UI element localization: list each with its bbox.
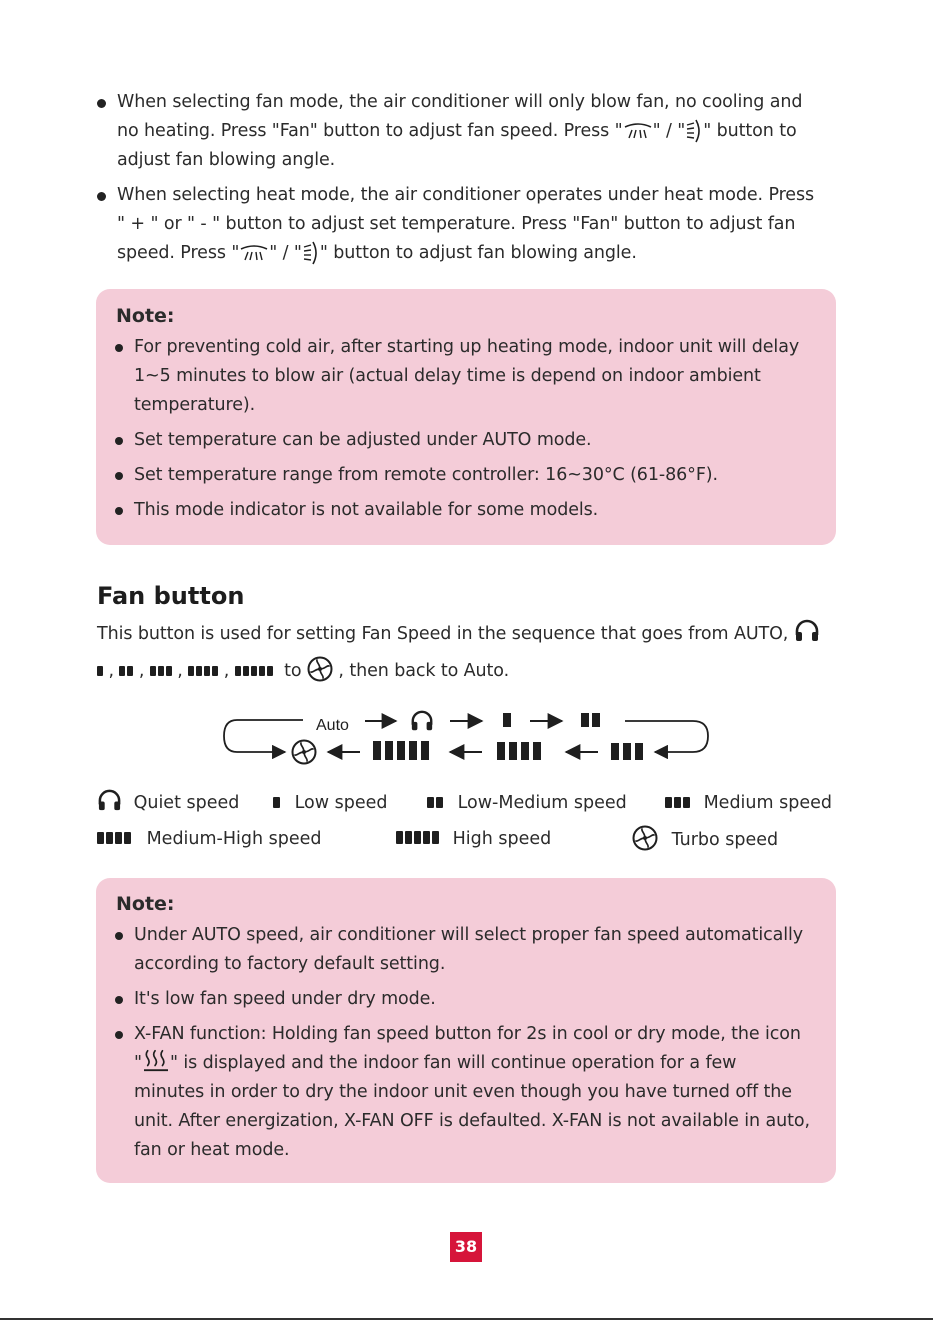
bullet-dot xyxy=(115,1031,123,1039)
swing-up-down-icon xyxy=(239,244,269,262)
text-line xyxy=(134,1049,824,1078)
text-segment: to xyxy=(284,661,302,681)
speed-bar-icon xyxy=(97,666,103,676)
fan-speed-sequence-diagram xyxy=(215,705,715,769)
bullet-dot xyxy=(97,99,106,108)
swing-left-right-icon xyxy=(685,118,703,144)
text-segment: no heating. Press "Fan" button to adjust fan speed. Press " xyxy=(117,121,623,141)
text-line: For preventing cold air, after starting up heating mode, indoor unit will delay xyxy=(134,337,800,357)
text-segment: " button to xyxy=(703,121,797,141)
text-line: Under AUTO speed, air conditioner will select proper fan speed automatically xyxy=(134,925,804,945)
xfan-heat-icon xyxy=(142,1048,170,1072)
turbo-fan-icon xyxy=(293,741,316,764)
text-segment: " button to adjust fan blowing angle. xyxy=(319,243,637,263)
bullet-dot xyxy=(115,932,123,940)
speed-bar-icon xyxy=(497,742,541,760)
comma: , xyxy=(138,661,145,681)
legend-quiet xyxy=(97,791,239,815)
text-line: X-FAN function: Holding fan speed button for 2s in cool or dry mode, the icon xyxy=(134,1024,801,1044)
note-item: Set temperature range from remote controller: 16~30°C (61-86°F). xyxy=(134,465,718,485)
text-line xyxy=(117,239,837,268)
text-segment: " is displayed and the indoor fan will continue operation for a few xyxy=(169,1053,737,1073)
text-segment: This button is used for setting Fan Speed in the sequence that goes from AUTO, xyxy=(97,624,789,644)
speed-bar-icon xyxy=(581,713,600,727)
legend-low xyxy=(273,791,387,815)
bullet-dot xyxy=(97,192,106,201)
swing-up-down-icon xyxy=(623,122,653,140)
speed-bar-icon xyxy=(611,743,643,760)
auto-label: Auto xyxy=(316,717,349,734)
turbo-fan-icon xyxy=(632,825,658,851)
text-line: When selecting fan mode, the air conditioner will only blow fan, no cooling and xyxy=(117,92,803,112)
speed-bar-icon xyxy=(273,797,280,808)
speed-bar-icon xyxy=(396,831,439,844)
bullet-dot xyxy=(115,472,123,480)
legend-label: Medium speed xyxy=(703,793,832,813)
speed-bar-icon xyxy=(150,666,172,676)
speed-bar-icon xyxy=(119,666,133,676)
note-item: It's low fan speed under dry mode. xyxy=(134,989,436,1009)
section-title: Fan button xyxy=(97,582,245,610)
fan-intro-line1 xyxy=(97,620,820,649)
speed-bar-icon xyxy=(503,713,511,727)
speed-bar-icon xyxy=(427,797,443,808)
text-line: temperature). xyxy=(134,395,256,415)
note-item: This mode indicator is not available for some models. xyxy=(134,500,599,520)
text-line: 1~5 minutes to blow air (actual delay time is depend on indoor ambient xyxy=(134,366,761,386)
comma: , xyxy=(223,661,230,681)
legend-label: High speed xyxy=(452,829,552,849)
note-box-fan xyxy=(96,878,836,1183)
legend-label: Low-Medium speed xyxy=(457,793,627,813)
quiet-headphone-icon xyxy=(794,618,820,644)
text-line: unit. After energization, X-FAN OFF is defaulted. X-FAN is not available in auto, xyxy=(134,1111,810,1131)
paragraph-fan-mode xyxy=(117,88,837,175)
bullet-dot xyxy=(115,344,123,352)
legend-high xyxy=(396,827,551,851)
note-item: Set temperature can be adjusted under AUTO mode. xyxy=(134,430,592,450)
paragraph-heat-mode xyxy=(117,181,837,268)
text-segment: , then back to Auto. xyxy=(338,661,510,681)
text-line: adjust fan blowing angle. xyxy=(117,150,336,170)
turbo-fan-icon xyxy=(307,656,333,682)
speed-bar-icon xyxy=(665,797,690,808)
speed-bar-icon xyxy=(97,832,131,844)
text-segment: " / " xyxy=(652,121,686,141)
text-line: minutes in order to dry the indoor unit even though you have turned off the xyxy=(134,1082,792,1102)
note-item xyxy=(134,921,824,979)
legend-medium-high xyxy=(97,827,322,851)
speed-bar-icon xyxy=(235,666,273,676)
speed-bar-icon xyxy=(373,741,429,760)
text-segment: " / " xyxy=(269,243,302,263)
text-line: " + " or " - " button to adjust set temperature. Press "Fan" button to adjust fan xyxy=(117,214,796,234)
quiet-headphone-icon xyxy=(97,788,122,813)
text-line: according to factory default setting. xyxy=(134,954,446,974)
legend-medium xyxy=(665,791,832,815)
speed-bar-icon xyxy=(188,666,218,676)
comma: , xyxy=(108,661,114,681)
page-number-badge: 38 xyxy=(450,1232,482,1262)
fan-intro-line2 xyxy=(97,657,509,686)
legend-label: Turbo speed xyxy=(671,830,779,850)
legend-low-medium xyxy=(427,791,627,815)
legend-label: Quiet speed xyxy=(133,793,240,813)
note-title: Note: xyxy=(116,305,175,327)
note-box-heating xyxy=(96,289,836,545)
bullet-dot xyxy=(115,507,123,515)
legend-label: Medium-High speed xyxy=(146,829,322,849)
note-title: Note: xyxy=(116,893,175,915)
note-item xyxy=(134,333,824,420)
footer-divider xyxy=(0,1318,933,1320)
legend-label: Low speed xyxy=(294,793,388,813)
bullet-dot xyxy=(115,996,123,1004)
swing-left-right-icon xyxy=(302,240,320,266)
comma: , xyxy=(177,661,183,681)
note-item-xfan xyxy=(134,1020,824,1165)
text-segment: speed. Press " xyxy=(117,243,240,263)
text-segment: " xyxy=(134,1053,142,1073)
bullet-dot xyxy=(115,437,123,445)
quiet-headphone-icon xyxy=(412,712,432,730)
legend-turbo xyxy=(632,828,778,852)
text-line: fan or heat mode. xyxy=(134,1140,290,1160)
text-line: When selecting heat mode, the air conditioner operates under heat mode. Press xyxy=(117,185,815,205)
text-line xyxy=(117,117,837,146)
